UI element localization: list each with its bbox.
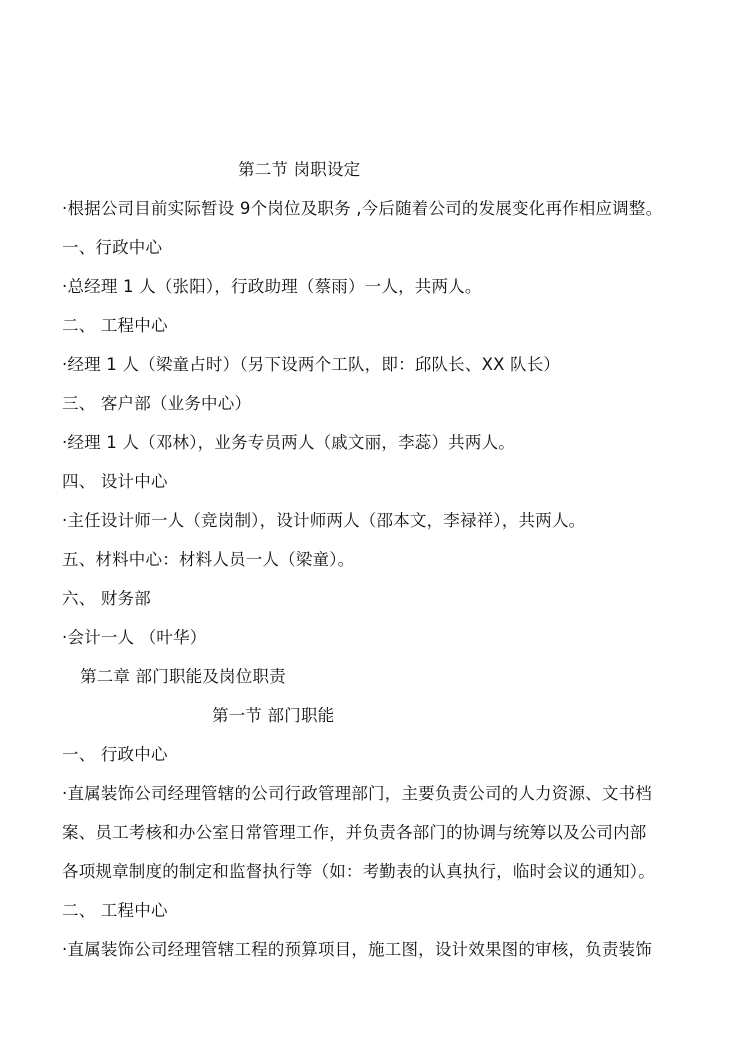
chapter-heading: 第二章 部门职能及岗位职责 xyxy=(80,667,286,686)
paragraph: ·直属装饰公司经理管辖工程的预算项目，施工图，设计效果图的审核，负责装饰 xyxy=(62,940,652,959)
list-heading: 四、 设计中心 xyxy=(62,472,168,491)
list-heading: 五、材料中心：材料人员一人（梁童）。 xyxy=(62,550,355,569)
list-heading: 二、 工程中心 xyxy=(62,316,168,335)
paragraph: 案、员工考核和办公室日常管理工作，并负责各部门的协调与统筹以及公司内部 xyxy=(62,823,647,842)
paragraph: ·主任设计师一人（竞岗制），设计师两人（邵本文，李禄祥），共两人。 xyxy=(62,511,586,530)
list-heading: 六、 财务部 xyxy=(62,589,151,608)
list-heading: 一、 行政中心 xyxy=(62,745,168,764)
list-heading: 三、 客户部（业务中心） xyxy=(62,394,252,413)
paragraph: ·经理 1 人（梁童占时）（另下设两个工队，即：邱队长、XX 队长） xyxy=(62,355,561,374)
list-heading: 一、行政中心 xyxy=(62,238,163,257)
paragraph: ·直属装饰公司经理管辖的公司行政管理部门，主要负责公司的人力资源、文书档 xyxy=(62,784,652,803)
section-heading: 第一节 部门职能 xyxy=(212,706,335,725)
list-heading: 二、 工程中心 xyxy=(62,901,168,920)
paragraph: 各项规章制度的制定和监督执行等（如：考勤表的认真执行，临时会议的通知）。 xyxy=(62,862,655,881)
section-heading: 第二节 岗职设定 xyxy=(238,160,361,179)
paragraph: ·经理 1 人（邓林），业务专员两人（戚文丽，李蕊）共两人。 xyxy=(62,433,515,452)
paragraph: ·总经理 1 人（张阳），行政助理（蔡雨）一人，共两人。 xyxy=(62,277,482,296)
paragraph: ·会计一人 （叶华） xyxy=(62,628,207,647)
paragraph: ·根据公司目前实际暂设 9个岗位及职务 ,今后随着公司的发展变化再作相应调整。 xyxy=(62,199,663,218)
